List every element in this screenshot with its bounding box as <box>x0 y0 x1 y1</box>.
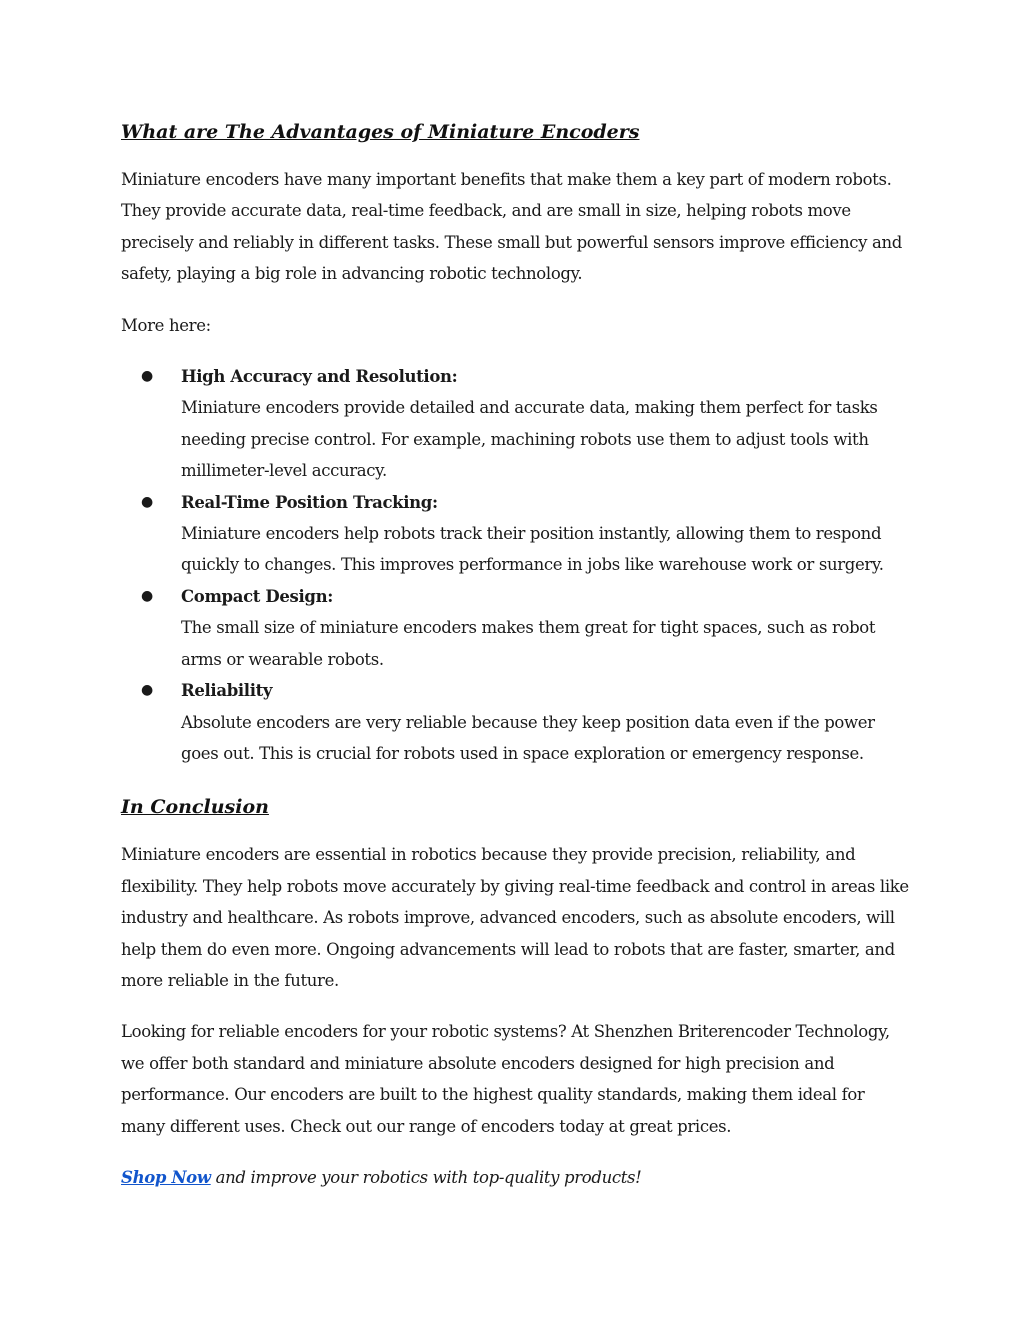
page-title: What are The Advantages of Miniature Encoders <box>121 121 640 143</box>
bullet-icon: ● <box>141 493 153 510</box>
advantage-title: Compact Design: <box>181 586 333 606</box>
advantage-text: Miniature encoders provide detailed and accurate data, making them perfect for tasks needing precise control. For example, machining robots use them to adjust tools with millimeter-level accuracy. <box>181 398 878 481</box>
advantage-text: Absolute encoders are very reliable because they keep position data even if the power goes out. This is crucial for robots used in space exploration or emergency response. <box>181 712 875 763</box>
intro-paragraph: Miniature encoders have many important benefits that make them a key part of modern robots. They provide accurate data, real-time feedback, and are small in size, helping robots move precisely and reliably in different tasks. These small but powerful sensors improve efficiency and safety, playing a big role in advancing robotic technology. <box>121 170 902 284</box>
document-body <box>121 112 911 1193</box>
cta-paragraph: Looking for reliable encoders for your robotic systems? At Shenzhen Briterencoder Technology, we offer both standard and miniature absolute encoders designed for high precision and performance. Our encoders are built to the highest quality standards, making them ideal for many different uses. Check out our range of encoders today at great prices. <box>121 1022 890 1136</box>
bullet-icon: ● <box>141 368 153 385</box>
list-item <box>141 675 911 769</box>
list-item <box>141 581 911 675</box>
conclusion-paragraph: Miniature encoders are essential in robotics because they provide precision, reliability, and flexibility. They help robots move accurately by giving real-time feedback and control in areas like industry and healthcare. As robots improve, advanced encoders, such as absolute encoders, will help them do even more. Ongoing advancements will lead to robots that are faster, smarter, and more reliable in the future. <box>121 845 909 990</box>
bullet-icon: ● <box>141 682 153 699</box>
shop-line <box>121 1162 911 1193</box>
list-item <box>141 487 911 581</box>
advantages-list <box>121 361 911 769</box>
advantage-text: Miniature encoders help robots track their position instantly, allowing them to respond quickly to changes. This improves performance in jobs like warehouse work or surgery. <box>181 524 884 575</box>
conclusion-heading: In Conclusion <box>121 796 269 819</box>
shop-tagline: and improve your robotics with top-quality products! <box>210 1167 642 1187</box>
advantage-text: The small size of miniature encoders makes them great for tight spaces, such as robot arms or wearable robots. <box>181 618 876 669</box>
advantage-title: High Accuracy and Resolution: <box>181 367 458 387</box>
shop-now-link[interactable]: Shop Now <box>121 1167 211 1187</box>
advantage-title: Real-Time Position Tracking: <box>181 492 438 512</box>
more-here-label: More here: <box>121 315 211 335</box>
bullet-icon: ● <box>141 587 153 604</box>
list-item <box>141 361 911 487</box>
advantage-title: Reliability <box>181 681 273 701</box>
